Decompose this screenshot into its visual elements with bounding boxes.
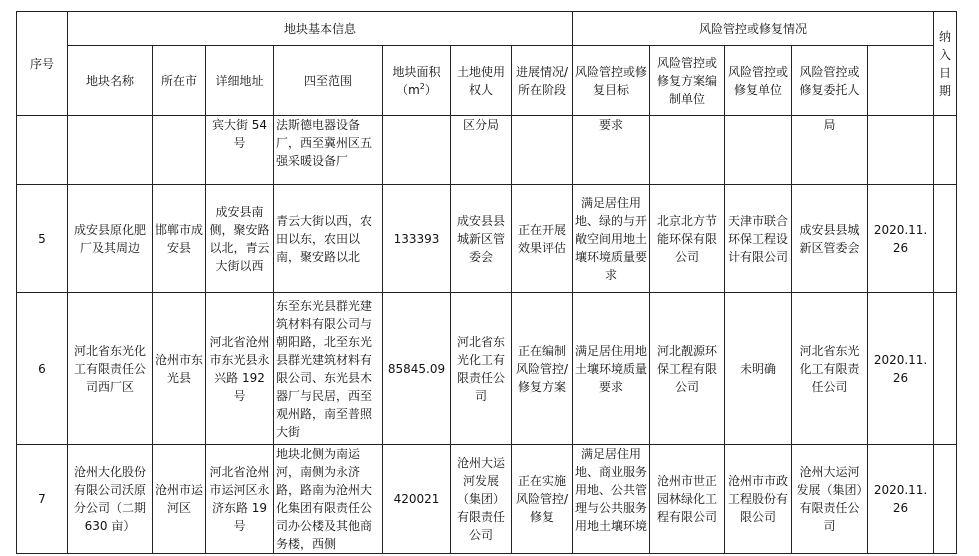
cell-owner: 区分局 bbox=[451, 116, 512, 185]
header-boundary: 四至范围 bbox=[274, 46, 383, 116]
header-progress: 进展情况/所在阶段 bbox=[512, 46, 573, 116]
header-area-tail: ） bbox=[424, 82, 437, 97]
cell-name: 沧州大化股份有限公司沃原分公司（二期 630 亩） bbox=[68, 445, 153, 554]
cell-owner: 河北省东光化工有限责任公司 bbox=[451, 293, 512, 445]
cell-plan-unit: 北京北方节能环保有限公司 bbox=[650, 185, 725, 293]
cell-boundary: 青云大街以西，农田以东，农田以南，聚安路以北 bbox=[274, 185, 383, 293]
header-area bbox=[383, 46, 451, 116]
table-row bbox=[17, 293, 957, 445]
cell-client: 成安县县城新区管委会 bbox=[792, 185, 868, 293]
cell-progress: 正在编制风险管控/修复方案 bbox=[512, 293, 573, 445]
header-area-sup: 2 bbox=[419, 81, 425, 91]
cell-area: 133393 bbox=[383, 185, 451, 293]
cell-boundary: 地块北侧为南运河，南侧为永济路，路南为沧州大化集团有限责任公司办公楼及其他商务楼，西侧 bbox=[274, 445, 383, 554]
cell-city: 沧州市运河区 bbox=[153, 445, 206, 554]
cell-owner: 沧州大运河发展（集团）有限责任公司 bbox=[451, 445, 512, 554]
header-area-label: 地块面积（m bbox=[392, 64, 441, 97]
header-risk-control: 风险管控或修复情况 bbox=[573, 12, 934, 46]
cell-client: 沧州大运河发展（集团）有限责任公司 bbox=[792, 445, 868, 554]
header-owner: 土地使用权人 bbox=[451, 46, 512, 116]
cell-repair-unit bbox=[725, 116, 792, 185]
cell-address: 河北省沧州市运河区永济东路 19 号 bbox=[206, 445, 274, 554]
cell-date: 2020.11.26 bbox=[868, 185, 934, 293]
table-row bbox=[17, 116, 957, 185]
cell-plan-unit: 河北靓源环保工程有限公司 bbox=[650, 293, 725, 445]
cell-plan-unit bbox=[650, 116, 725, 185]
header-row-columns bbox=[17, 46, 957, 116]
cell-area: 85845.09 bbox=[383, 293, 451, 445]
header-city: 所在市 bbox=[153, 46, 206, 116]
header-target: 风险管控或修复目标 bbox=[573, 46, 650, 116]
cell-target: 满足居住用地、绿的与开敞空间用地土壤环境质量要求 bbox=[573, 185, 650, 293]
cell-seq: 5 bbox=[17, 185, 68, 293]
cell-client: 河北省东光化工有限责任公司 bbox=[792, 293, 868, 445]
cell-progress: 正在实施风险管控/修复 bbox=[512, 445, 573, 554]
cell-address: 河北省沧州市东光县永兴路 192 号 bbox=[206, 293, 274, 445]
cell-target: 满足居住用地土壤环境质量要求 bbox=[573, 293, 650, 445]
cell-city: 邯郸市成安县 bbox=[153, 185, 206, 293]
cell-address: 宾大街 54 号 bbox=[206, 116, 274, 185]
cell-name: 河北省东光化工有限责任公司西厂区 bbox=[68, 293, 153, 445]
cell-name bbox=[68, 116, 153, 185]
cell-seq: 7 bbox=[17, 445, 68, 554]
header-seq: 序号 bbox=[17, 12, 68, 116]
cell-date bbox=[868, 116, 934, 185]
cell-remark bbox=[934, 293, 957, 445]
cell-target: 要求 bbox=[573, 116, 650, 185]
header-include-date: 纳入日期 bbox=[934, 12, 957, 116]
land-registry-table bbox=[16, 11, 957, 554]
cell-remark bbox=[934, 445, 957, 554]
cell-progress: 正在开展效果评估 bbox=[512, 185, 573, 293]
cell-repair-unit: 天津市联合环保工程设计有限公司 bbox=[725, 185, 792, 293]
cell-date: 2020.11.26 bbox=[868, 293, 934, 445]
header-repair-unit: 风险管控或修复单位 bbox=[725, 46, 792, 116]
cell-area: 420021 bbox=[383, 445, 451, 554]
cell-client: 局 bbox=[792, 116, 868, 185]
cell-target: 满足居住用地、商业服务用地、公共管理与公共服务用地土壤环境 bbox=[573, 445, 650, 554]
cell-seq: 6 bbox=[17, 293, 68, 445]
cell-plan-unit: 沧州市世正园林绿化工程有限公司 bbox=[650, 445, 725, 554]
cell-boundary: 东至东光县群光建筑材料有限公司与朝阳路，北至东光县群光建筑材料有限公司、东光县木器厂与民居，西至观州路，南至普照大街 bbox=[274, 293, 383, 445]
cell-progress bbox=[512, 116, 573, 185]
header-plan-unit: 风险管控或修复方案编制单位 bbox=[650, 46, 725, 116]
cell-seq bbox=[17, 116, 68, 185]
cell-repair-unit: 沧州市市政工程股份有限公司 bbox=[725, 445, 792, 554]
cell-city bbox=[153, 116, 206, 185]
cell-city: 沧州市东光县 bbox=[153, 293, 206, 445]
table-row bbox=[17, 445, 957, 554]
table-row bbox=[17, 185, 957, 293]
header-name: 地块名称 bbox=[68, 46, 153, 116]
cell-remark bbox=[934, 185, 957, 293]
header-basic-info: 地块基本信息 bbox=[68, 12, 573, 46]
cell-owner: 成安县县城新区管委会 bbox=[451, 185, 512, 293]
cell-date: 2020.11.26 bbox=[868, 445, 934, 554]
cell-area bbox=[383, 116, 451, 185]
header-address: 详细地址 bbox=[206, 46, 274, 116]
cell-repair-unit: 未明确 bbox=[725, 293, 792, 445]
header-row-groups bbox=[17, 12, 957, 46]
header-client: 风险管控或修复委托人 bbox=[792, 46, 868, 116]
cell-remark bbox=[934, 116, 957, 185]
cell-name: 成安县原化肥厂及其周边 bbox=[68, 185, 153, 293]
cell-address: 成安县南侧，聚安路以北，青云大街以西 bbox=[206, 185, 274, 293]
cell-boundary: 法斯德电器设备厂，西至冀州区五强采暖设备厂 bbox=[274, 116, 383, 185]
